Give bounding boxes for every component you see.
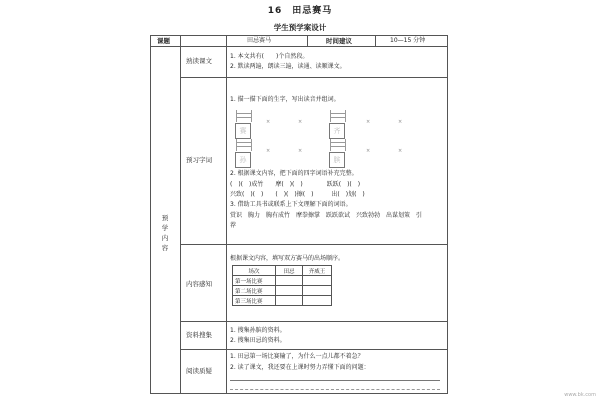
main-label-char: 学	[161, 224, 169, 232]
table-cell[interactable]	[276, 276, 303, 286]
collect-line-1: 1. 搜集孙膑的资料。	[230, 327, 286, 334]
words-line-4: 兴致( )( ) ( )( )擦( ) 出( )划( )	[230, 191, 365, 198]
table-cell: 第一场比赛	[233, 276, 276, 286]
time-value: 10—15 分钟	[390, 37, 426, 44]
section-label-question: 阅读质疑	[186, 367, 212, 375]
table-header: 齐威王	[303, 266, 332, 276]
header-divider-2	[375, 35, 376, 46]
document-title: 16 田忌赛马	[267, 6, 333, 16]
table-cell: 第二场比赛	[233, 286, 276, 296]
row-divider-collect	[180, 349, 448, 350]
pinyin-lines	[330, 139, 346, 151]
table-cell: 第三场比赛	[233, 296, 276, 306]
table-row	[233, 276, 332, 286]
table-header: 田忌	[276, 266, 303, 276]
section-label-collect: 资料搜集	[186, 331, 212, 339]
blank-mark: ×	[266, 119, 271, 125]
topic-label: 课题	[157, 37, 170, 45]
blank-mark: ×	[366, 148, 371, 154]
main-label-char: 容	[161, 244, 169, 252]
answer-line[interactable]	[230, 380, 440, 381]
row-divider-words	[180, 244, 448, 245]
header-bottom-border	[150, 46, 448, 47]
section-column-divider	[226, 35, 227, 393]
question-line-1: 1. 田忌第一场比赛输了，为什么一点儿都不着急？	[230, 353, 364, 360]
char-box: 孙	[235, 152, 251, 168]
main-label-char: 内	[161, 234, 169, 242]
blank-mark: ×	[366, 119, 371, 125]
table-cell[interactable]	[276, 286, 303, 296]
pinyin-lines	[330, 110, 346, 122]
row-divider-read	[180, 77, 448, 78]
table-bottom-border	[150, 393, 448, 394]
table-row	[233, 266, 332, 276]
blank-mark: ×	[298, 148, 303, 154]
char-box: 赛	[235, 123, 251, 139]
words-line-7: 荐	[230, 222, 237, 229]
char-box: 齐	[329, 123, 345, 139]
pinyin-lines	[236, 110, 252, 122]
section-label-perceive: 内容感知	[186, 280, 212, 288]
question-line-2: 2. 读了课文，我还要在上课时努力弄懂下面的问题：	[230, 364, 370, 371]
words-line-5: 3. 借助工具书或联系上下文理解下面的词语。	[230, 201, 352, 208]
section-label-read: 熟读课文	[186, 57, 212, 65]
words-line-2: 2. 根据课文内容，把下面的四字词语补充完整。	[230, 170, 358, 177]
table-cell[interactable]	[303, 296, 332, 306]
topic-value: 田忌赛马	[247, 37, 272, 44]
blank-mark: ×	[398, 119, 403, 125]
main-label-char: 预	[161, 214, 169, 222]
perceive-line-1: 根据课文内容，填写双方赛马的出场顺序。	[230, 255, 345, 262]
words-line-3: ( )( )成竹 摩( )( ) 跃跃( )( )	[230, 181, 361, 188]
table-header: 场次	[233, 266, 276, 276]
collect-line-2: 2. 搜集田忌的资料。	[230, 337, 286, 344]
table-cell[interactable]	[303, 286, 332, 296]
words-line-6: 赏识 胸力 胸有成竹 摩拳擦掌 跃跃欲试 兴致勃勃 出谋划策 引	[230, 212, 423, 219]
race-order-table	[232, 265, 332, 306]
row-divider-perceive	[180, 321, 448, 322]
header-divider-1	[307, 35, 308, 46]
words-line-1: 1. 描一描下面的生字，写出读音并组词。	[230, 96, 340, 103]
blank-mark: ×	[266, 148, 271, 154]
table-row	[233, 296, 332, 306]
blank-mark: ×	[298, 119, 303, 125]
watermark: www.bk.com	[564, 392, 596, 398]
table-row	[233, 286, 332, 296]
read-line-2: 2. 默读两遍，朗读三遍，读通、读顺课文。	[230, 63, 346, 70]
time-label: 时间建议	[326, 37, 352, 45]
document-subtitle: 学生预学案设计	[273, 23, 327, 32]
table-cell[interactable]	[276, 296, 303, 306]
label-column-divider	[180, 35, 181, 393]
table-cell[interactable]	[303, 276, 332, 286]
answer-line[interactable]	[230, 389, 440, 390]
main-label-vertical	[158, 213, 172, 253]
table-left-border	[150, 35, 151, 393]
table-top-border	[150, 35, 448, 36]
table-right-border	[447, 35, 448, 393]
pinyin-lines	[236, 139, 252, 151]
blank-mark: ×	[398, 148, 403, 154]
read-line-1: 1. 本文共有( )个自然段。	[230, 53, 309, 60]
char-box: 膑	[329, 152, 345, 168]
section-label-words: 预习字词	[186, 156, 212, 164]
